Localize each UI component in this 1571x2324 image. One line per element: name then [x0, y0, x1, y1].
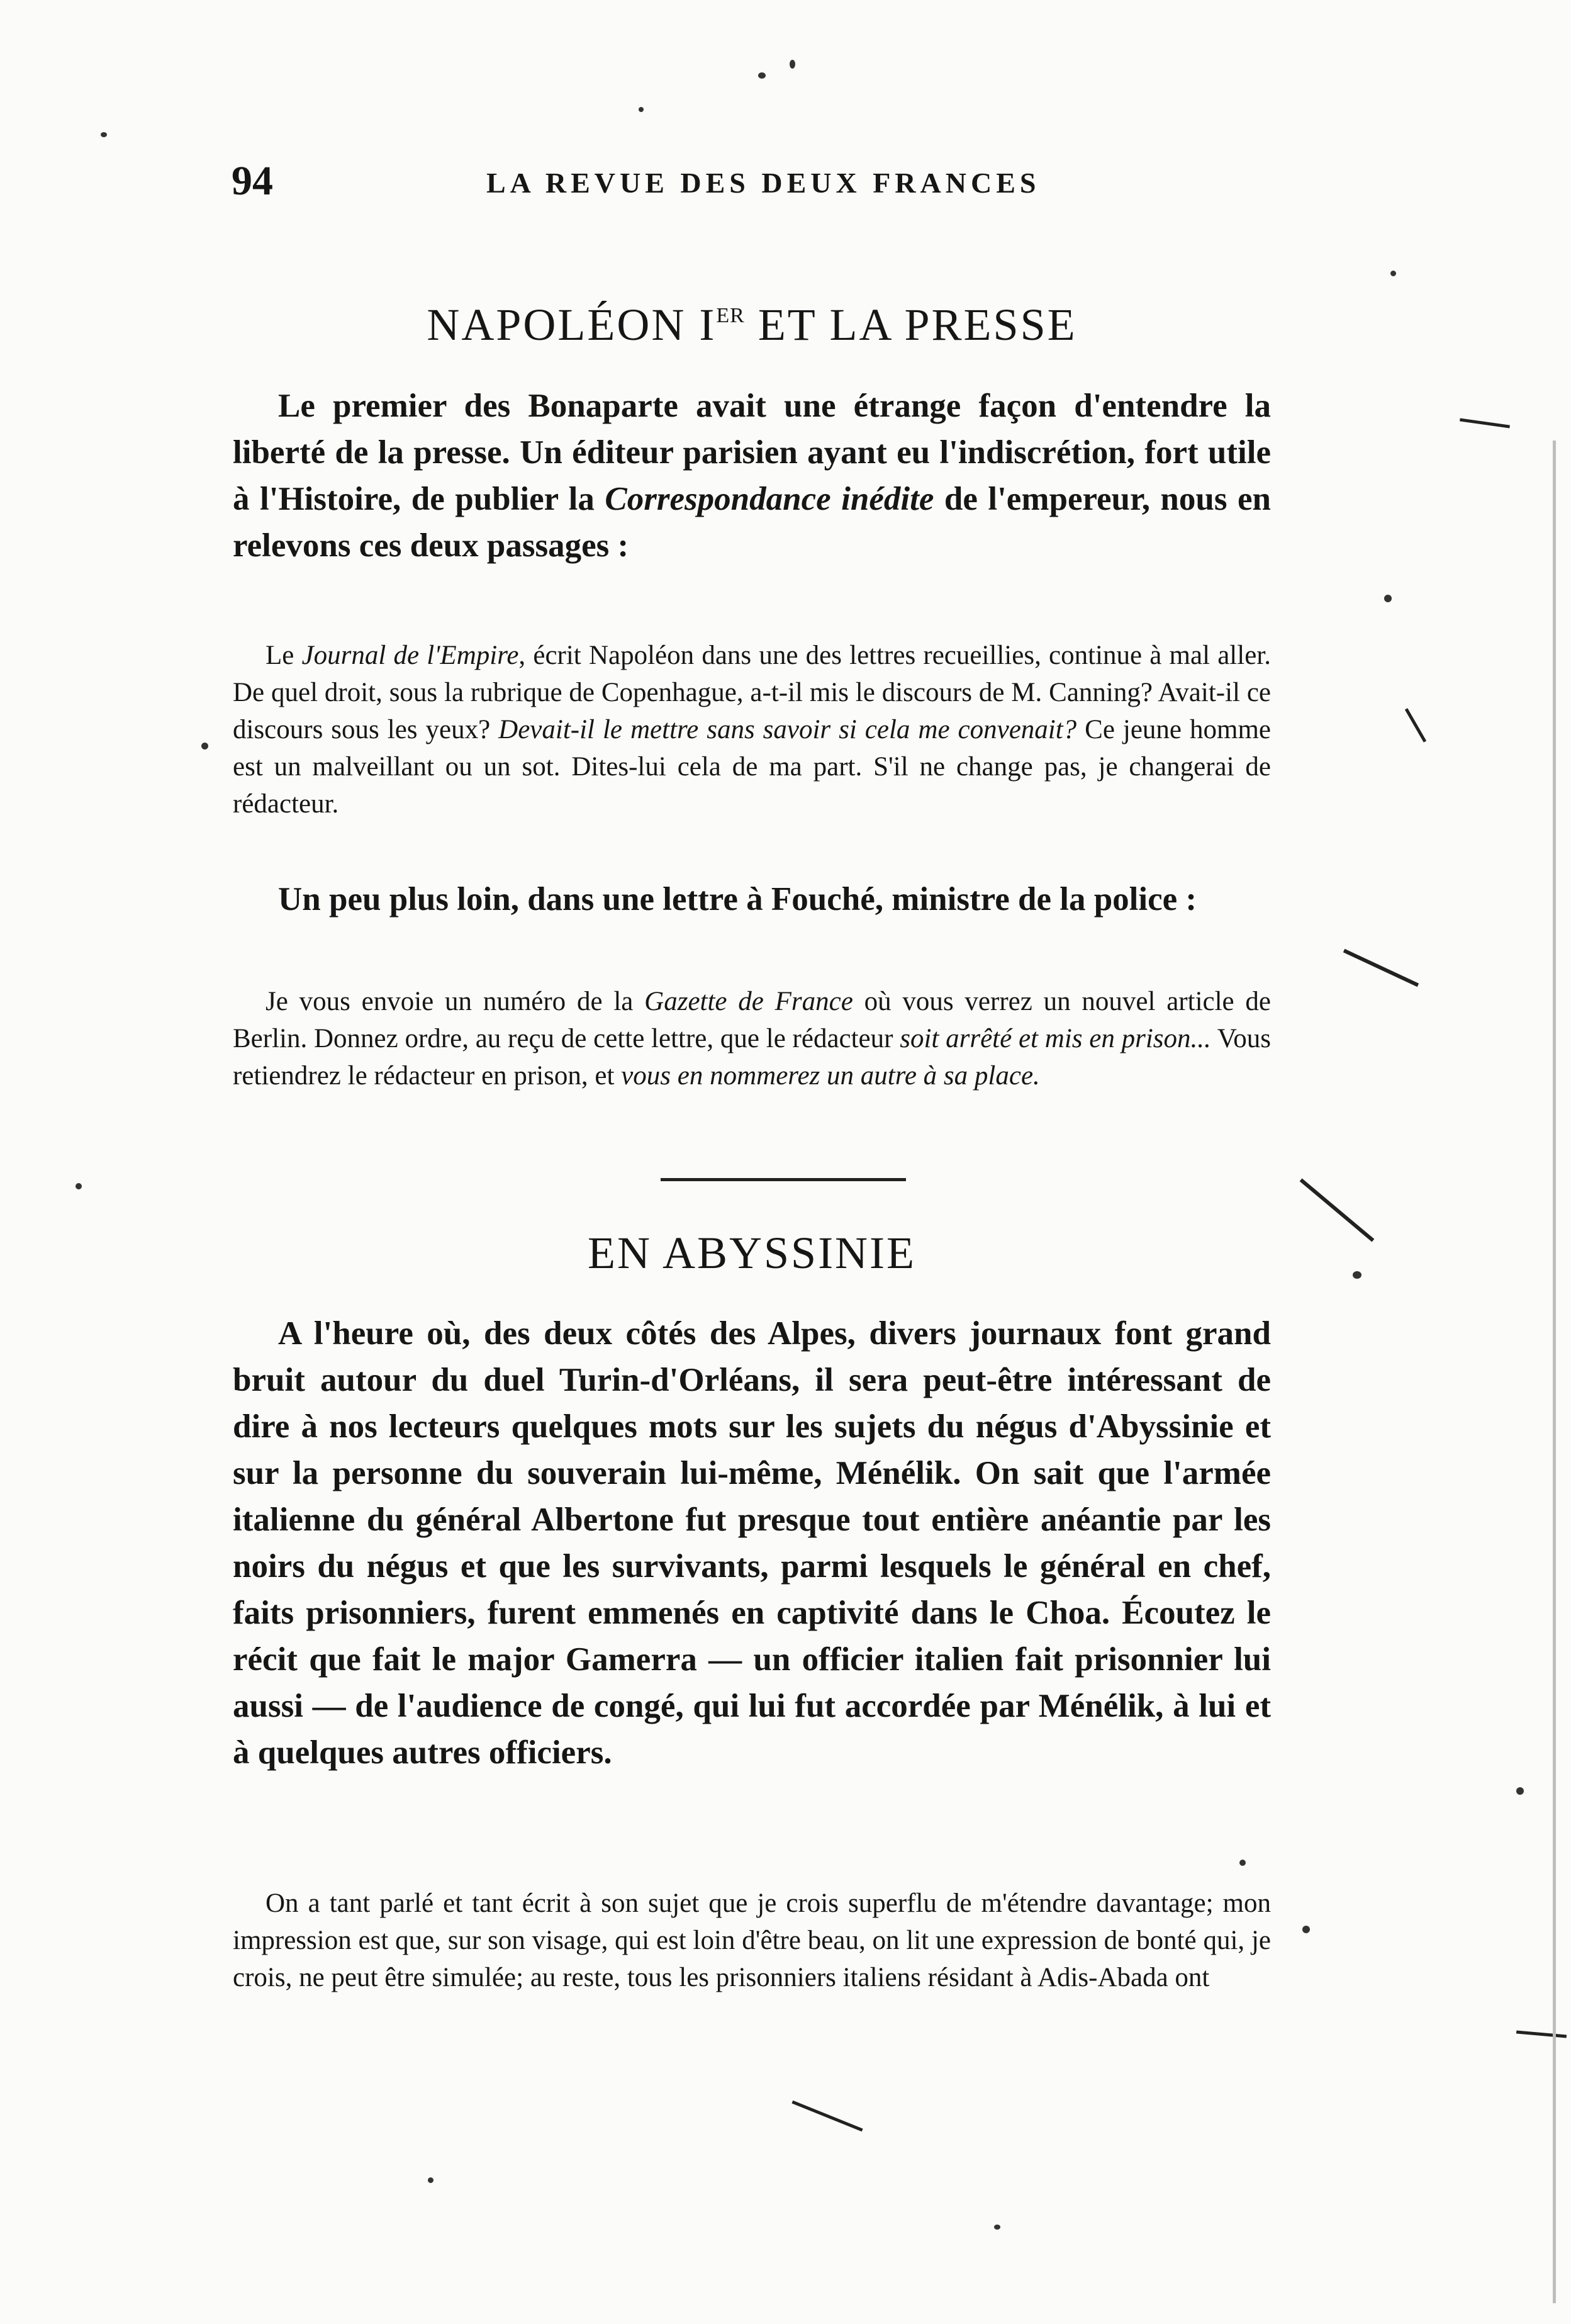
block-quote: Le Journal de l'Empire, écrit Napoléon dans une des lettres recueillies, continue à mal aller. De quel droit, sous la rubrique de Copenhague, a-t-il mis le discours de M. Canning? Avait-il ce discours sous les yeux? Devait-il le mettre sans savoir si cela me convenait? Ce jeune homme est un malveillant ou un sot. Dites-lui cela de ma part. S'il ne change pas, je changerai de rédacteur. — [233, 641, 1271, 819]
article-abyssinie-title-block — [233, 1230, 1271, 1276]
scan-mark — [1516, 2031, 1567, 2038]
page-number: 94 — [232, 158, 273, 204]
article-title-napoleon: NAPOLÉON IER ET LA PRESSE — [427, 300, 1077, 350]
page-edge-line — [1553, 441, 1556, 2303]
section-divider — [661, 1178, 906, 1181]
abyssinie-paragraph: A l'heure où, des deux côtés des Alpes, divers journaux font grand bruit autour du duel Turin-d'Orléans, il sera peut-être intéressant de dire à nos lecteurs quelques mots sur les sujets du négus d'Abyssinie et sur la personne du souverain lui-même, Ménélik. On sait que l'armée italienne du général Albertone fut presque tout entière anéantie par les noirs du négus et que les survivants, parmi lesquels le général en chef, faits prisonniers, furent emmenés en captivité dans le Choa. Écoutez le récit que fait le major Gamerra — un officier italien fait prisonnier lui aussi — de l'audience de congé, qui lui fut accordée par Ménélik, à lui et à quelques autres officiers. — [233, 1315, 1271, 1771]
quote-journal-empire — [233, 637, 1271, 822]
scan-speck — [639, 107, 644, 112]
middle-text: Un peu plus loin, dans une lettre à Fouché, ministre de la police : — [278, 881, 1197, 918]
scan-mark — [1343, 949, 1419, 987]
scan-mark — [1460, 418, 1510, 428]
scan-speck — [75, 1183, 82, 1189]
scan-speck — [1384, 595, 1392, 602]
article-napoleon-intro — [233, 383, 1271, 569]
scan-mark — [791, 2101, 863, 2132]
scan-speck — [790, 60, 795, 69]
scan-speck — [1239, 1860, 1246, 1866]
article-title-abyssinie: EN ABYSSINIE — [587, 1228, 917, 1278]
scan-speck — [758, 72, 766, 79]
block-quote: Je vous envoie un numéro de la Gazette de France où vous verrez un nouvel article de Berlin. Donnez ordre, au reçu de cette lettre, que le rédacteur soit arrêté et mis en prison... Vous retiendrez le rédacteur en prison, et vous en nommerez un autre à sa place. — [233, 987, 1272, 1091]
block-quote: On a tant parlé et tant écrit à son sujet que je crois superflu de m'étendre davantage; mon impression est que, sur son visage, qui est loin d'être beau, on lit une expression de bonté qui, je crois, ne peut être simulée; au reste, tous les prisonniers italiens résidant à Adis-Abada ont — [233, 1889, 1271, 1992]
scan-speck — [201, 743, 208, 749]
scan-speck — [1390, 271, 1396, 276]
scan-speck — [1353, 1271, 1361, 1279]
scan-speck — [428, 2177, 433, 2183]
article-abyssinie-body — [233, 1310, 1271, 1776]
running-header — [232, 157, 1251, 208]
scan-speck — [101, 132, 107, 137]
scan-speck — [994, 2225, 1000, 2230]
article-napoleon-title-block — [233, 300, 1271, 350]
scan-mark — [1405, 708, 1426, 742]
journal-title: LA REVUE DES DEUX FRANCES — [486, 167, 1041, 199]
scan-mark — [1300, 1178, 1375, 1242]
intro-paragraph: Le premier des Bonaparte avait une étrange façon d'entendre la liberté de la presse. Un éditeur parisien ayant eu l'indiscrétion, fort utile à l'Histoire, de publier la Correspondance inédite de l'empereur, nous en relevons ces deux passages : — [233, 388, 1272, 564]
quote-gamerra — [233, 1885, 1271, 1996]
quote-gazette — [233, 983, 1271, 1094]
scan-speck — [1302, 1926, 1310, 1933]
middle-paragraph — [233, 876, 1271, 923]
scan-speck — [1516, 1787, 1524, 1795]
